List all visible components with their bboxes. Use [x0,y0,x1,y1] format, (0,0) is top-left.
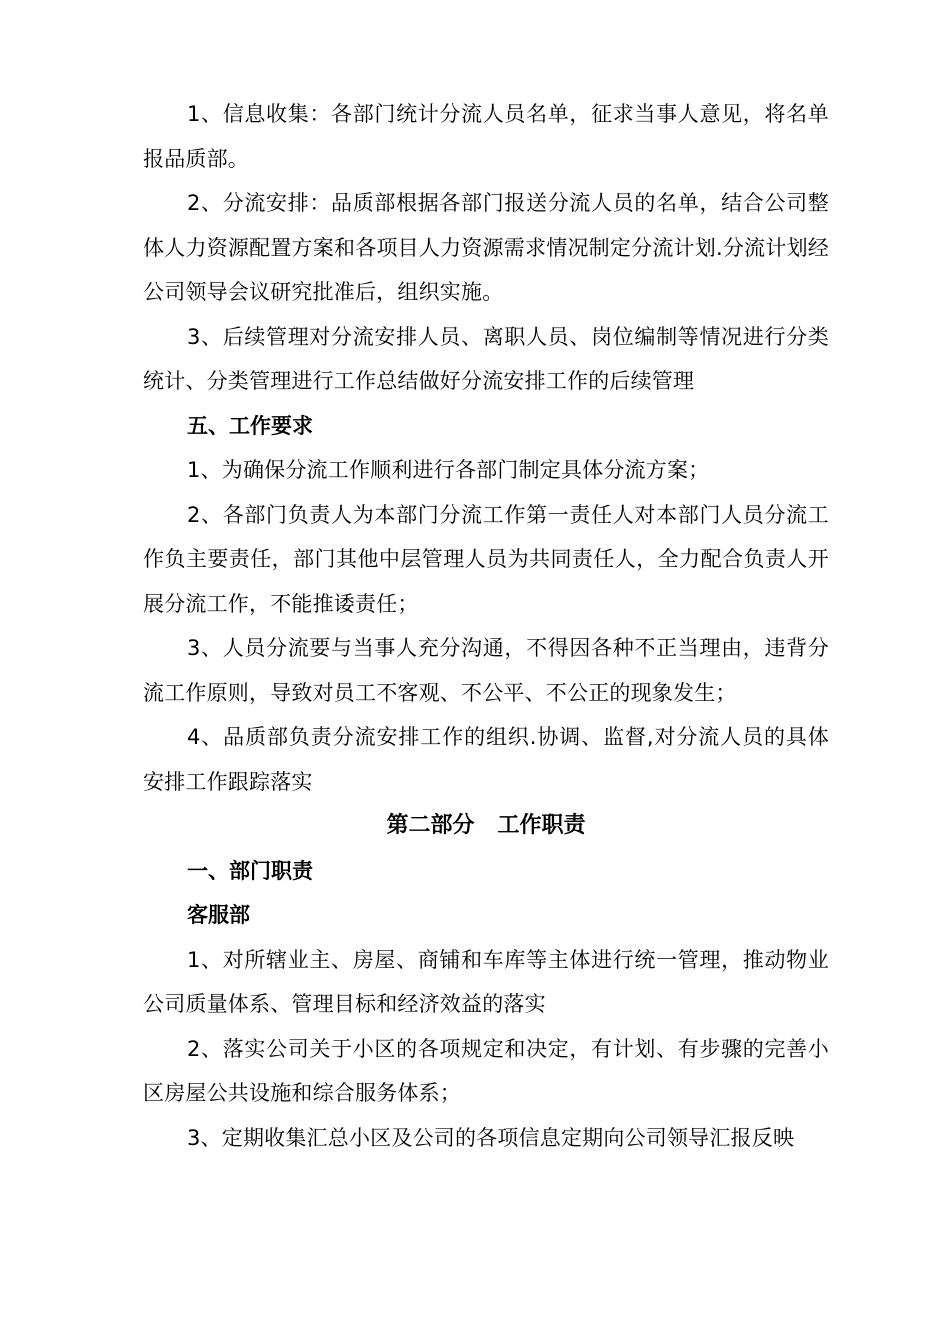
section-heading-work-requirements: 五、工作要求 [187,413,313,438]
paragraph-duty-1: 1、对所辖业主、房屋、商铺和车库等主体进行统一管理，推动物业公司质量体系、管理目标和经济效益的落实 [143,947,829,1016]
paragraph-requirement-1: 1、为确保分流工作顺利进行各部门制定具体分流方案； [187,458,710,482]
paragraph-follow-up-management: 3、后续管理对分流安排人员、离职人员、岗位编制等情况进行分类统计、分类管理进行工作总结做好分流安排工作的后续管理 [143,324,829,393]
paragraph-info-collection: 1、信息收集：各部门统计分流人员名单，征求当事人意见，将名单报品质部。 [143,102,829,171]
paragraph-diversion-arrangement: 2、分流安排：品质部根据各部门报送分流人员的名单，结合公司整体人力资源配置方案和各项目人力资源需求情况制定分流计划.分流计划经公司领导会议研究批准后，组织实施。 [143,191,829,304]
document-body [143,92,829,1160]
section-heading-department-duties: 一、部门职责 [187,858,313,883]
paragraph-requirement-2: 2、各部门负责人为本部门分流工作第一责任人对本部门人员分流工作负主要责任，部门其他中层管理人员为共同责任人，全力配合负责人开展分流工作，不能推诿责任； [143,502,829,616]
paragraph-requirement-3: 3、人员分流要与当事人充分沟通，不得因各种不正当理由，违背分流工作原则，导致对员工不客观、不公平、不公正的现象发生； [143,636,829,705]
part-title: 第二部分 工作职责 [386,813,586,838]
paragraph-duty-3: 3、定期收集汇总小区及公司的各项信息定期向公司领导汇报反映 [187,1125,795,1150]
paragraph-requirement-4: 4、品质部负责分流安排工作的组织.协调、监督,对分流人员的具体安排工作跟踪落实 [143,725,829,794]
paragraph-duty-2: 2、落实公司关于小区的各项规定和决定，有计划、有步骤的完善小区房屋公共设施和综合服务体系； [143,1036,829,1105]
subheading-customer-service: 客服部 [187,903,250,927]
